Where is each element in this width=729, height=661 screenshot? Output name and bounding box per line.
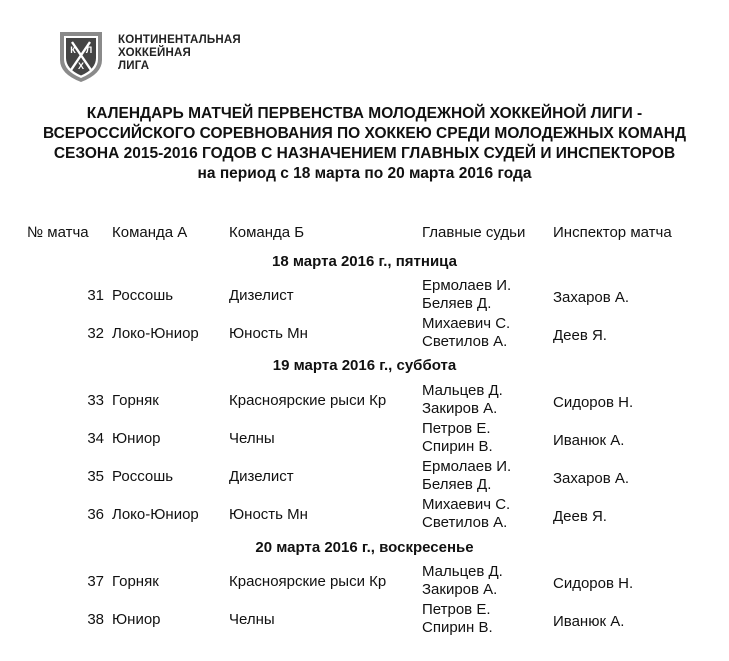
col-header-num: № матча [27,224,89,241]
team-b: Челны [229,430,275,447]
referee-2: Светилов А. [422,333,508,350]
referee-2: Беляев Д. [422,476,492,493]
referee-1: Петров Е. [422,420,491,437]
team-b: Челны [229,611,275,628]
logo-letter-k: К [70,45,76,55]
team-b: Дизелист [229,468,294,485]
inspector: Сидоров Н. [553,394,634,411]
match-number: 31 [87,287,104,304]
col-header-inspector: Инспектор матча [553,224,672,241]
inspector: Иванюк А. [553,432,625,449]
col-header-team-a: Команда А [112,224,188,241]
match-number: 33 [87,392,104,409]
match-number: 32 [87,325,104,342]
inspector: Захаров А. [553,289,630,306]
referee-1: Мальцев Д. [422,563,503,580]
inspector: Деев Я. [553,327,607,344]
team-b: Юность Мн [229,506,308,523]
match-number: 34 [87,430,104,447]
referee-2: Закиров А. [422,400,498,417]
referee-1: Ермолаев И. [422,277,512,294]
referee-2: Светилов А. [422,514,508,531]
title-period: на период с 18 марта по 20 марта 2016 года [197,165,532,182]
match-number: 38 [87,611,104,628]
day-heading: 19 марта 2016 г., суббота [272,357,457,374]
referee-1: Михаевич С. [422,315,511,332]
team-b: Красноярские рыси Кр [229,573,387,590]
team-a: Юниор [112,430,161,447]
team-a: Горняк [112,573,159,590]
team-b: Юность Мн [229,325,308,342]
title-line: КАЛЕНДАРЬ МАТЧЕЙ ПЕРВЕНСТВА МОЛОДЕЖНОЙ ХОККЕЙНОЙ ЛИГИ - [86,105,643,122]
referee-2: Беляев Д. [422,295,492,312]
col-header-referees: Главные судьи [422,224,526,241]
referee-1: Михаевич С. [422,496,511,513]
logo-line: КОНТИНЕНТАЛЬНАЯ [118,34,241,46]
col-header-team-b: Команда Б [229,224,305,241]
inspector: Захаров А. [553,470,630,487]
referee-1: Петров Е. [422,601,491,618]
inspector: Иванюк А. [553,613,625,630]
logo-line: ХОККЕЙНАЯ [118,47,191,59]
inspector: Сидоров Н. [553,575,634,592]
day-heading: 18 марта 2016 г., пятница [272,253,457,270]
logo-line: ЛИГА [118,60,150,72]
referee-1: Мальцев Д. [422,382,503,399]
match-number: 36 [87,506,104,523]
referee-2: Спирин В. [422,619,493,636]
referee-1: Ермолаев И. [422,458,512,475]
team-a: Россошь [112,468,174,485]
title-line: ВСЕРОССИЙСКОГО СОРЕВНОВАНИЯ ПО ХОККЕЮ СРЕДИ МОЛОДЕЖНЫХ КОМАНД [42,125,686,142]
referee-2: Спирин В. [422,438,493,455]
match-number: 35 [87,468,104,485]
team-a: Локо-Юниор [112,325,199,342]
khl-shield-logo-icon [52,26,110,84]
document-title [0,104,729,184]
team-a: Горняк [112,392,159,409]
inspector: Деев Я. [553,508,607,525]
match-number: 37 [87,573,104,590]
logo-letter-l: Л [85,45,93,55]
logo-wordmark [118,34,241,73]
team-b: Красноярские рыси Кр [229,392,387,409]
logo-letter-h: Х [77,61,85,71]
day-heading: 20 марта 2016 г., воскресенье [255,539,474,556]
team-a: Россошь [112,287,174,304]
team-a: Локо-Юниор [112,506,199,523]
title-line: СЕЗОНА 2015-2016 ГОДОВ С НАЗНАЧЕНИЕМ ГЛАВНЫХ СУДЕЙ И ИНСПЕКТОРОВ [53,145,676,162]
team-a: Юниор [112,611,161,628]
referee-2: Закиров А. [422,581,498,598]
team-b: Дизелист [229,287,294,304]
